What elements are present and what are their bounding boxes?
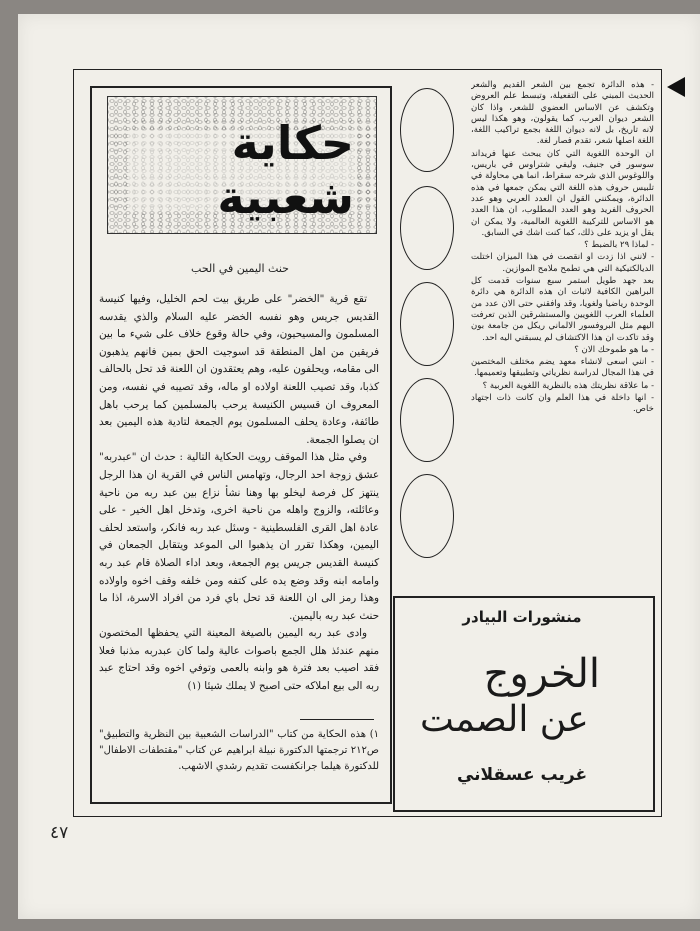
interview-paragraph: - ما هو طموحك الان ؟: [574, 344, 654, 355]
decorative-ovals: [398, 88, 458, 598]
footnote: ١) هذه الحكاية من كتاب "الدراسات الشعبية بين النظرية والتطبيق" ص٢١٢ ترجمتها الدكتورة نبيلة ابراهيم عن كتاب "مقتطفات الاطفال" للدكتورة هيلما جرانكفست تقديم رشدي الاشهب.: [99, 729, 379, 772]
story-body: [99, 291, 379, 696]
folk-tale-banner: حكاية شعبية: [128, 130, 354, 210]
decorative-oval: [400, 282, 454, 366]
interview-paragraph: بعد جهد طويل استمر سبع سنوات قدمت كل البراهين الكافية لاثبات ان هذه الدائرة هي دائرة الوحدة رياضيا ولغويا، وقد وافقني حتى الان عدد من العلماء العرب اللغويين والمستشرقين الذين تعرفت اليهم مثل البروفسور الالماني ريكل من جامعة بون وقد تاكدت ان هذا الاكتشاف لم يسبقني اليه احد.: [471, 276, 654, 343]
decorative-oval: [400, 88, 454, 172]
interview-paragraph: - لانني اذا زدت او انقصت في هذا الميزان اختلت الديالكتيكية التي هي تطمح ملامح الموازين.: [471, 252, 654, 274]
interview-paragraph: - هذه الدائرة تجمع بين الشعر القديم والشعر الحديث المبني على التفعيلة، وتبسط علم العروض وتكشف عن الاساس العضوي للشعر، واذا كان الشعر ديوان العرب، كما يقولون، وهو هكذا ليس لانه تاريخ، بل لانه ديوان اللغة بجمع تراكيب اللغة، اللغة اصلها شعر، تقدم فصار لغة.: [471, 80, 654, 147]
interview-column: [471, 80, 654, 580]
book-author: غريب عسقلاني: [456, 765, 588, 785]
decorative-oval: [400, 186, 454, 270]
interview-paragraph: ان الوحدة اللغوية التي كان يبحث عنها فريداند سوسور في جنيف، وليفي شتراوس في باريس، واللوغوس الذي شرحه سقراط، انما هي محاولة في تلبيس حروف هذه اللغة التي يمكن جمعها في هذه الدائرة، ويمكنني القول ان العدد العربي وهو عدد الحروف الفريد وهو العدد المطلوب، ان هذا العدد هو الاساس للتركيبة اللغوية العالمية، ولا يمكن ان يقل او يزيد على ذلك، كما كنت اشك في السابق.: [471, 148, 654, 238]
book-title-line-1: الخروج: [483, 651, 600, 697]
page-number: ٤٧: [50, 823, 69, 843]
story-paragraph: وادى عبد ربه اليمين بالصيغة المعينة التي يحفظها المختصون منهم عندئذ هلل الجمع باصوات عالية ولما كان عبدربه مذنبا فعلا فقد اصيب بعد فترة هو وابنه بالعمى وتوفي اخوه وقد احتاج عبد ربه الى بيع املاكه حتى اصبح لا يملك شيئا (١): [99, 627, 379, 693]
book-title-line-2: عن الصمت: [420, 699, 589, 740]
footnote-divider: [300, 719, 374, 720]
interview-paragraph: - انها داخلة في هذا العلم وان كانت ذات اجتهاد خاص.: [471, 393, 654, 415]
story-title: حنث اليمين في الحب: [191, 262, 289, 275]
story-paragraph: وفي مثل هذا الموقف رويت الحكاية التالية : حدث ان "عبدربه" عشق زوجة احد الرجال، وتهامس الناس في القرية ان هذا الرجل ينتهز كل فرصة ليخلو بها وهنا نشأ نزاع بين عبد ربه من ناحية وعائلته، والزوج واهله من ناحية اخرى، وتدخل اهل الخير - على عادة اهل القرى الفلسطينية - وسئل عبد ربه فانكر، واستعد لحلف اليمين، وهكذا تقرر ان يذهبوا الى الموعد ويتقابل الجمعان في كنيسة القديس جريس يوم الجمعة، وبعد اداء الصلاة قام عبد ربه وامامه ابنه وقد وضع يده على كتفه ومن خلفه وقف اخوه واولاده وهذا رمز الى ان اللعنة قد تحل باي فرد من افراد الاسرة، اذا ما حنث عبد ربه باليمين.: [99, 451, 379, 622]
page-marker-triangle-icon: [667, 77, 685, 97]
interview-paragraph: - انني اسعى لانشاء معهد يضم مختلف المختصين في هذا المجال لدراسة نظرياتي وتطبيقها وتعميمها.: [471, 357, 654, 379]
book-title: [400, 650, 600, 742]
interview-paragraph: - لماذا ٢٩ بالضبط ؟: [584, 240, 654, 251]
decorative-oval: [400, 474, 454, 558]
story-paragraph: تقع قرية "الخضر" على طريق بيت لحم الخليل، وفيها كنيسة القديس جريس وهو نفسه الخضر عليه السلام والذي يقدسه المسلمون والمسيحيون، وفي حالة وقوع خلاف على شيء ما بين فريقين من اهل المنطقة قد اسوجيت الحق بمين فانهم يذهبون الى مقامه، ويحلفون عليه، وهم يعتقدون ان اللعنة قد تحل بالحالف كذبا، وقد تصيب اللعنة اولاده او ماله، وقد تصيبه في نفسه، ومن المعروف ان قسيس الكنيسة يرحب بالمسلمين كما يرحب باهل طائفة، وعادة يحلف المسلمون يوم الجمعة لتادية هذه اليمين بعد ان يصلوا الجمعة.: [99, 293, 379, 446]
interview-paragraph: - ما علاقة نظريتك هذه بالنظرية اللغوية العربية ؟: [482, 380, 654, 391]
publisher-name: منشورات البيادر: [462, 608, 582, 626]
decorative-oval: [400, 378, 454, 462]
